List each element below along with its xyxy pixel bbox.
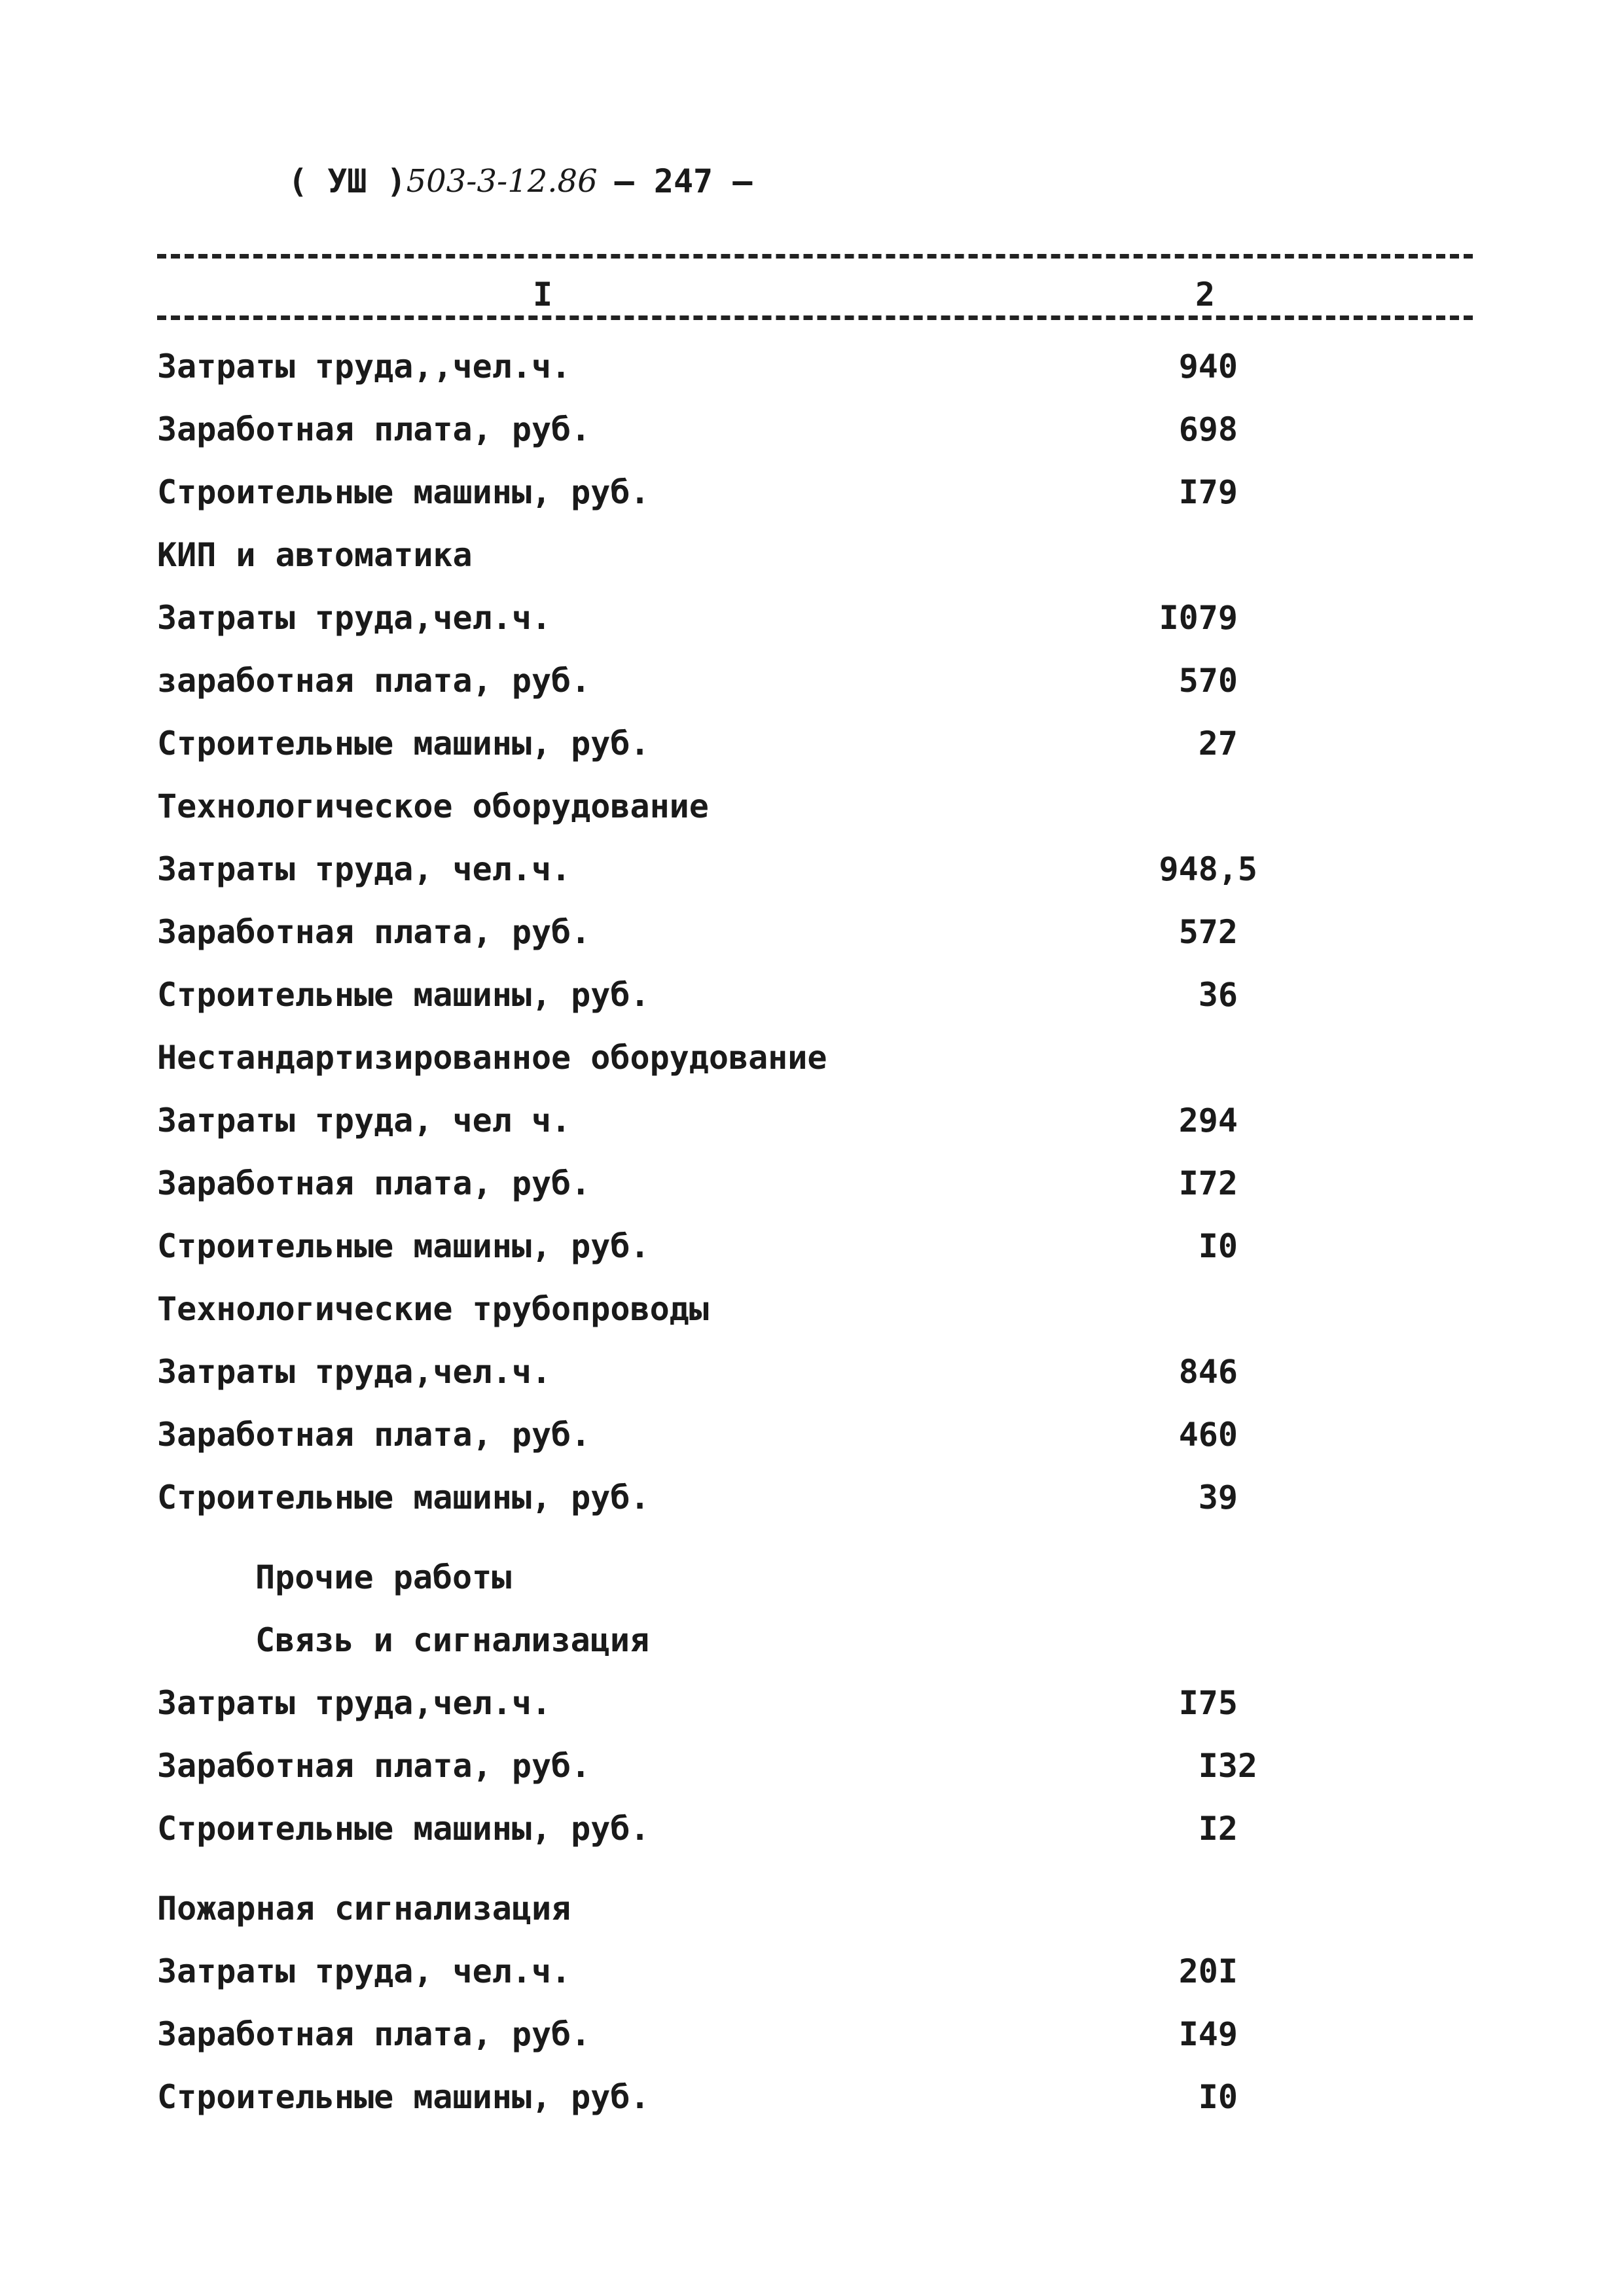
table-row [0, 2071, 1624, 2123]
row-label: Затраты труда,,чел.ч. [157, 348, 571, 386]
row-label: Заработная плата, руб. [157, 1747, 591, 1785]
row-value: 940 [1178, 348, 1238, 386]
section-heading [0, 780, 1624, 833]
section-title: Связь и сигнализация [255, 1621, 650, 1659]
row-value: I49 [1178, 2015, 1238, 2053]
section-heading [0, 1283, 1624, 1335]
table-row [0, 969, 1624, 1021]
row-label: Затраты труда,чел.ч. [157, 599, 552, 637]
row-label: Строительные машины, руб. [157, 473, 650, 511]
section-heading [0, 1882, 1624, 1935]
row-value: I2 [1198, 1810, 1238, 1848]
row-label: Заработная плата, руб. [157, 410, 591, 448]
section-heading [0, 529, 1624, 581]
row-value: I0 [1198, 1227, 1238, 1265]
row-label: Строительные машины, руб. [157, 1227, 650, 1265]
row-label: Затраты труда,чел.ч. [157, 1684, 552, 1722]
row-label: Заработная плата, руб. [157, 913, 591, 951]
table-row [0, 2008, 1624, 2060]
row-label: Затраты труда, чел ч. [157, 1102, 571, 1139]
row-value: I079 [1159, 599, 1238, 637]
section-heading [0, 1614, 1624, 1666]
row-value: 570 [1178, 662, 1238, 700]
table-row [0, 906, 1624, 958]
page-header [288, 162, 752, 221]
table-row [0, 1803, 1624, 1855]
section-heading [0, 1551, 1624, 1604]
row-value: 294 [1178, 1102, 1238, 1139]
table-row [0, 1740, 1624, 1792]
table-row [0, 843, 1624, 895]
column-header-2: 2 [1191, 275, 1219, 314]
row-value: 460 [1178, 1416, 1238, 1454]
row-label: Заработная плата, руб. [157, 2015, 591, 2053]
row-label: Заработная плата, руб. [157, 1164, 591, 1202]
table-row [0, 1677, 1624, 1729]
row-value: 27 [1198, 725, 1238, 762]
document-code: ( УШ ) [288, 162, 406, 200]
table-row [0, 340, 1624, 393]
row-label: Строительные машины, руб. [157, 1479, 650, 1516]
section-title: Технологическое оборудование [157, 787, 709, 825]
row-label: Строительные машины, руб. [157, 1810, 650, 1848]
row-label: заработная плата, руб. [157, 662, 591, 700]
row-value: I0 [1198, 2078, 1238, 2116]
row-value: I79 [1178, 473, 1238, 511]
row-value: I75 [1178, 1684, 1238, 1722]
row-value: I32 [1198, 1747, 1257, 1785]
row-label: Заработная плата, руб. [157, 1416, 591, 1454]
row-value: 698 [1178, 410, 1238, 448]
row-value: 39 [1198, 1479, 1238, 1516]
section-title: Пожарная сигнализация [157, 1890, 571, 1928]
table-row [0, 1094, 1624, 1147]
section-title: Прочие работы [255, 1558, 512, 1596]
section-title: Нестандартизированное оборудование [157, 1039, 827, 1077]
row-label: Строительные машины, руб. [157, 2078, 650, 2116]
section-heading [0, 1031, 1624, 1084]
table-row [0, 717, 1624, 770]
row-value: 572 [1178, 913, 1238, 951]
row-label: Затраты труда,чел.ч. [157, 1353, 552, 1391]
row-label: Затраты труда, чел.ч. [157, 850, 571, 888]
table-row [0, 1945, 1624, 1998]
table-row [0, 1346, 1624, 1398]
table-row [0, 1408, 1624, 1461]
row-value: 846 [1178, 1353, 1238, 1391]
page-number: – 247 – [614, 162, 753, 200]
row-label: Затраты труда, чел.ч. [157, 1952, 571, 1990]
header-dashed-rule [157, 315, 1473, 320]
row-value: 948,5 [1159, 850, 1257, 888]
table-row [0, 1157, 1624, 1210]
table-row [0, 655, 1624, 707]
row-label: Строительные машины, руб. [157, 725, 650, 762]
top-dashed-rule [157, 254, 1473, 259]
table-row [0, 592, 1624, 644]
row-value: 36 [1198, 976, 1238, 1014]
column-header-1: I [529, 275, 556, 314]
section-title: Технологические трубопроводы [157, 1290, 709, 1328]
row-value: I72 [1178, 1164, 1238, 1202]
table-row [0, 1471, 1624, 1524]
table-row [0, 1220, 1624, 1272]
table-row [0, 403, 1624, 456]
section-title: КИП и автоматика [157, 536, 473, 574]
row-label: Строительные машины, руб. [157, 976, 650, 1014]
handwritten-project-number: 503-3-12.86 [406, 163, 598, 200]
table-row [0, 466, 1624, 518]
row-value: 20I [1178, 1952, 1238, 1990]
